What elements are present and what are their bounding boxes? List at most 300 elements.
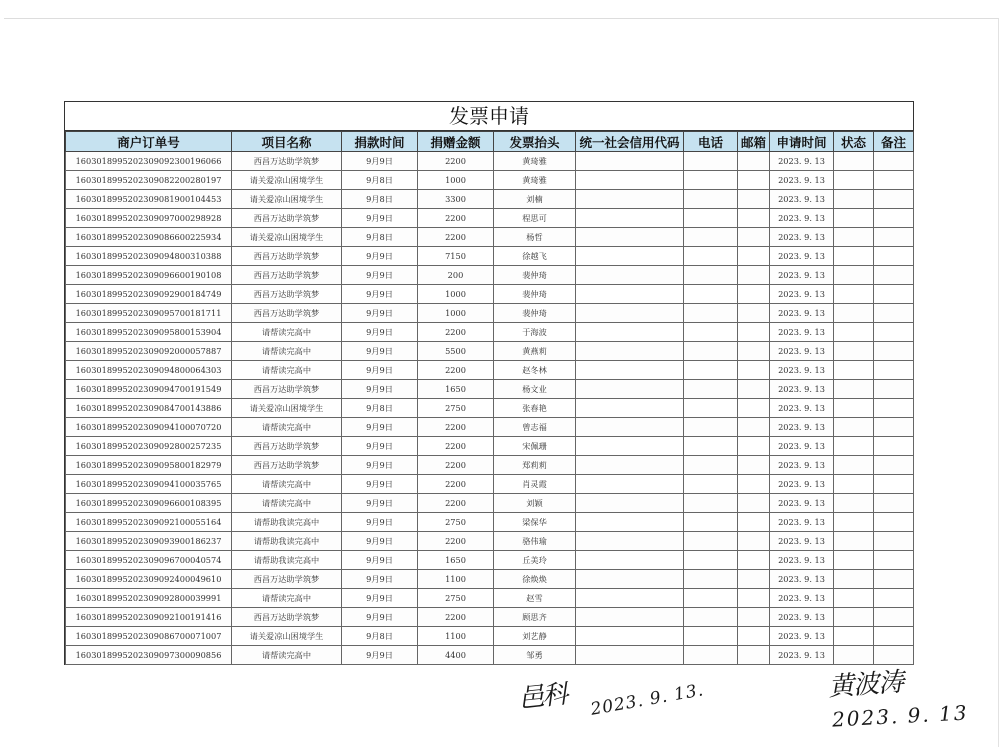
cell-phone bbox=[684, 247, 738, 266]
cell-order-no: 1603018995202309092000057887 bbox=[66, 342, 232, 361]
cell-status bbox=[834, 513, 874, 532]
cell-project-name: 请帮读完高中 bbox=[232, 342, 342, 361]
cell-email bbox=[738, 285, 770, 304]
cell-remark bbox=[874, 380, 914, 399]
cell-project-name: 西昌万达助学筑梦 bbox=[232, 380, 342, 399]
cell-invoice-title: 邹勇 bbox=[494, 646, 576, 665]
handwritten-signature-left: 邑科 bbox=[516, 679, 568, 715]
cell-phone bbox=[684, 532, 738, 551]
column-header-remark: 备注 bbox=[874, 132, 914, 152]
column-header-project-name: 项目名称 bbox=[232, 132, 342, 152]
cell-phone bbox=[684, 456, 738, 475]
cell-order-no: 1603018995202309093900186237 bbox=[66, 532, 232, 551]
cell-amount: 1000 bbox=[418, 304, 494, 323]
table-row bbox=[66, 209, 914, 228]
cell-credit-code bbox=[576, 399, 684, 418]
cell-project-name: 请帮助我读完高中 bbox=[232, 551, 342, 570]
cell-credit-code bbox=[576, 171, 684, 190]
cell-donation-date: 9月9日 bbox=[342, 209, 418, 228]
cell-amount: 2200 bbox=[418, 437, 494, 456]
cell-invoice-title: 顾思齐 bbox=[494, 608, 576, 627]
cell-status bbox=[834, 551, 874, 570]
cell-project-name: 请帮读完高中 bbox=[232, 361, 342, 380]
cell-amount: 2200 bbox=[418, 418, 494, 437]
cell-phone bbox=[684, 475, 738, 494]
cell-amount: 2750 bbox=[418, 399, 494, 418]
cell-apply-date: 2023. 9. 13 bbox=[770, 171, 834, 190]
cell-order-no: 1603018995202309086600225934 bbox=[66, 228, 232, 247]
cell-order-no: 1603018995202309094800064303 bbox=[66, 361, 232, 380]
cell-status bbox=[834, 456, 874, 475]
cell-invoice-title: 曾志福 bbox=[494, 418, 576, 437]
cell-apply-date: 2023. 9. 13 bbox=[770, 418, 834, 437]
cell-email bbox=[738, 266, 770, 285]
cell-status bbox=[834, 437, 874, 456]
cell-donation-date: 9月9日 bbox=[342, 589, 418, 608]
cell-donation-date: 9月9日 bbox=[342, 342, 418, 361]
cell-order-no: 16030189952023090923001960​66 bbox=[66, 152, 232, 171]
cell-phone bbox=[684, 418, 738, 437]
cell-donation-date: 9月8日 bbox=[342, 399, 418, 418]
cell-credit-code bbox=[576, 418, 684, 437]
cell-credit-code bbox=[576, 589, 684, 608]
cell-credit-code bbox=[576, 361, 684, 380]
cell-status bbox=[834, 361, 874, 380]
cell-email bbox=[738, 304, 770, 323]
cell-amount: 2750 bbox=[418, 513, 494, 532]
cell-email bbox=[738, 380, 770, 399]
column-header-credit-code: 统一社会信用代码 bbox=[576, 132, 684, 152]
cell-credit-code bbox=[576, 475, 684, 494]
cell-project-name: 西昌万达助学筑梦 bbox=[232, 247, 342, 266]
cell-invoice-title: 刘颖 bbox=[494, 494, 576, 513]
cell-invoice-title: 徐越飞 bbox=[494, 247, 576, 266]
cell-email bbox=[738, 323, 770, 342]
cell-status bbox=[834, 247, 874, 266]
table-header-row bbox=[66, 132, 914, 152]
cell-amount: 2200 bbox=[418, 608, 494, 627]
cell-email bbox=[738, 171, 770, 190]
cell-status bbox=[834, 646, 874, 665]
cell-remark bbox=[874, 190, 914, 209]
cell-credit-code bbox=[576, 570, 684, 589]
table-row bbox=[66, 380, 914, 399]
cell-status bbox=[834, 190, 874, 209]
table-row bbox=[66, 456, 914, 475]
cell-phone bbox=[684, 589, 738, 608]
cell-phone bbox=[684, 285, 738, 304]
cell-email bbox=[738, 475, 770, 494]
cell-order-no: 1603018995202309092400049610 bbox=[66, 570, 232, 589]
cell-order-no: 1603018995202309094700191549 bbox=[66, 380, 232, 399]
cell-email bbox=[738, 532, 770, 551]
table-row bbox=[66, 551, 914, 570]
cell-remark bbox=[874, 513, 914, 532]
cell-status bbox=[834, 380, 874, 399]
cell-amount: 2200 bbox=[418, 152, 494, 171]
cell-status bbox=[834, 418, 874, 437]
cell-invoice-title: 杨文业 bbox=[494, 380, 576, 399]
cell-credit-code bbox=[576, 513, 684, 532]
cell-apply-date: 2023. 9. 13 bbox=[770, 304, 834, 323]
table-row bbox=[66, 190, 914, 209]
cell-remark bbox=[874, 171, 914, 190]
table-row bbox=[66, 494, 914, 513]
cell-email bbox=[738, 551, 770, 570]
cell-credit-code bbox=[576, 532, 684, 551]
cell-order-no: 1603018995202309097000298928 bbox=[66, 209, 232, 228]
cell-remark bbox=[874, 608, 914, 627]
cell-apply-date: 2023. 9. 13 bbox=[770, 209, 834, 228]
cell-invoice-title: 于海波 bbox=[494, 323, 576, 342]
cell-email bbox=[738, 589, 770, 608]
handwritten-date-left: 2023. 9. 13. bbox=[589, 680, 706, 720]
cell-apply-date: 2023. 9. 13 bbox=[770, 399, 834, 418]
cell-donation-date: 9月9日 bbox=[342, 646, 418, 665]
cell-status bbox=[834, 152, 874, 171]
cell-remark bbox=[874, 342, 914, 361]
column-header-donation-date: 捐款时间 bbox=[342, 132, 418, 152]
cell-phone bbox=[684, 494, 738, 513]
cell-donation-date: 9月9日 bbox=[342, 494, 418, 513]
cell-remark bbox=[874, 475, 914, 494]
cell-remark bbox=[874, 304, 914, 323]
cell-apply-date: 2023. 9. 13 bbox=[770, 380, 834, 399]
cell-donation-date: 9月9日 bbox=[342, 323, 418, 342]
handwritten-date-right: 2023. 9. 13 bbox=[831, 700, 970, 732]
cell-invoice-title: 黄燕莉 bbox=[494, 342, 576, 361]
cell-apply-date: 2023. 9. 13 bbox=[770, 589, 834, 608]
cell-donation-date: 9月9日 bbox=[342, 513, 418, 532]
column-header-apply-date: 申请时间 bbox=[770, 132, 834, 152]
cell-apply-date: 2023. 9. 13 bbox=[770, 646, 834, 665]
invoice-request-sheet bbox=[64, 101, 914, 665]
cell-credit-code bbox=[576, 247, 684, 266]
table-body bbox=[66, 152, 914, 665]
cell-order-no: 1603018995202309084700143886 bbox=[66, 399, 232, 418]
cell-order-no: 1603018995202309092800039991 bbox=[66, 589, 232, 608]
cell-order-no: 1603018995202309092900184749 bbox=[66, 285, 232, 304]
cell-remark bbox=[874, 152, 914, 171]
cell-amount: 2200 bbox=[418, 494, 494, 513]
cell-apply-date: 2023. 9. 13 bbox=[770, 608, 834, 627]
cell-status bbox=[834, 209, 874, 228]
cell-amount: 2200 bbox=[418, 456, 494, 475]
cell-email bbox=[738, 570, 770, 589]
cell-apply-date: 2023. 9. 13 bbox=[770, 228, 834, 247]
cell-credit-code bbox=[576, 608, 684, 627]
cell-order-no: 1603018995202309082200280197 bbox=[66, 171, 232, 190]
table-row bbox=[66, 323, 914, 342]
cell-invoice-title: 骆伟瑜 bbox=[494, 532, 576, 551]
table-row bbox=[66, 532, 914, 551]
cell-phone bbox=[684, 342, 738, 361]
cell-status bbox=[834, 494, 874, 513]
cell-remark bbox=[874, 266, 914, 285]
cell-project-name: 请帮助我读完高中 bbox=[232, 513, 342, 532]
cell-project-name: 请关爱凉山困境学生 bbox=[232, 228, 342, 247]
cell-amount: 2200 bbox=[418, 361, 494, 380]
cell-project-name: 请关爱凉山困境学生 bbox=[232, 627, 342, 646]
cell-status bbox=[834, 589, 874, 608]
cell-invoice-title: 郑莉莉 bbox=[494, 456, 576, 475]
cell-project-name: 西昌万达助学筑梦 bbox=[232, 304, 342, 323]
cell-donation-date: 9月9日 bbox=[342, 456, 418, 475]
cell-credit-code bbox=[576, 342, 684, 361]
cell-phone bbox=[684, 228, 738, 247]
cell-donation-date: 9月8日 bbox=[342, 171, 418, 190]
cell-email bbox=[738, 361, 770, 380]
cell-apply-date: 2023. 9. 13 bbox=[770, 551, 834, 570]
cell-amount: 2200 bbox=[418, 532, 494, 551]
cell-phone bbox=[684, 380, 738, 399]
cell-project-name: 请帮读完高中 bbox=[232, 418, 342, 437]
table-row bbox=[66, 589, 914, 608]
cell-invoice-title: 丘美玲 bbox=[494, 551, 576, 570]
cell-order-no: 1603018995202309094100070720 bbox=[66, 418, 232, 437]
cell-project-name: 西昌万达助学筑梦 bbox=[232, 152, 342, 171]
cell-apply-date: 2023. 9. 13 bbox=[770, 437, 834, 456]
cell-project-name: 西昌万达助学筑梦 bbox=[232, 456, 342, 475]
cell-remark bbox=[874, 551, 914, 570]
cell-status bbox=[834, 475, 874, 494]
column-header-phone: 电话 bbox=[684, 132, 738, 152]
table-row bbox=[66, 399, 914, 418]
cell-donation-date: 9月9日 bbox=[342, 361, 418, 380]
cell-phone bbox=[684, 551, 738, 570]
cell-order-no: 1603018995202309096700040574 bbox=[66, 551, 232, 570]
cell-apply-date: 2023. 9. 13 bbox=[770, 494, 834, 513]
cell-credit-code bbox=[576, 494, 684, 513]
cell-invoice-title: 黄琦雅 bbox=[494, 171, 576, 190]
cell-apply-date: 2023. 9. 13 bbox=[770, 627, 834, 646]
cell-apply-date: 2023. 9. 13 bbox=[770, 190, 834, 209]
cell-invoice-title: 裴仲琦 bbox=[494, 285, 576, 304]
cell-invoice-title: 宋佩珊 bbox=[494, 437, 576, 456]
table-row bbox=[66, 608, 914, 627]
cell-status bbox=[834, 323, 874, 342]
cell-remark bbox=[874, 437, 914, 456]
cell-remark bbox=[874, 285, 914, 304]
cell-donation-date: 9月9日 bbox=[342, 532, 418, 551]
cell-amount: 2200 bbox=[418, 228, 494, 247]
cell-credit-code bbox=[576, 323, 684, 342]
cell-order-no: 1603018995202309092100055164 bbox=[66, 513, 232, 532]
cell-remark bbox=[874, 494, 914, 513]
cell-status bbox=[834, 304, 874, 323]
cell-phone bbox=[684, 608, 738, 627]
cell-apply-date: 2023. 9. 13 bbox=[770, 342, 834, 361]
cell-project-name: 西昌万达助学筑梦 bbox=[232, 209, 342, 228]
cell-phone bbox=[684, 190, 738, 209]
cell-phone bbox=[684, 437, 738, 456]
cell-order-no: 1603018995202309094100035765 bbox=[66, 475, 232, 494]
cell-invoice-title: 刘楠 bbox=[494, 190, 576, 209]
cell-invoice-title: 赵雪 bbox=[494, 589, 576, 608]
cell-apply-date: 2023. 9. 13 bbox=[770, 456, 834, 475]
cell-remark bbox=[874, 399, 914, 418]
cell-invoice-title: 裴仲琦 bbox=[494, 266, 576, 285]
cell-amount: 200 bbox=[418, 266, 494, 285]
cell-phone bbox=[684, 646, 738, 665]
cell-phone bbox=[684, 304, 738, 323]
cell-remark bbox=[874, 627, 914, 646]
cell-credit-code bbox=[576, 551, 684, 570]
table-row bbox=[66, 304, 914, 323]
cell-amount: 1000 bbox=[418, 285, 494, 304]
table-row bbox=[66, 228, 914, 247]
cell-phone bbox=[684, 171, 738, 190]
cell-donation-date: 9月9日 bbox=[342, 152, 418, 171]
cell-remark bbox=[874, 247, 914, 266]
cell-donation-date: 9月9日 bbox=[342, 247, 418, 266]
cell-phone bbox=[684, 627, 738, 646]
invoice-table bbox=[65, 131, 914, 665]
cell-order-no: 1603018995202309092100191416 bbox=[66, 608, 232, 627]
cell-credit-code bbox=[576, 646, 684, 665]
table-row bbox=[66, 171, 914, 190]
cell-donation-date: 9月9日 bbox=[342, 570, 418, 589]
cell-phone bbox=[684, 209, 738, 228]
cell-remark bbox=[874, 589, 914, 608]
cell-remark bbox=[874, 228, 914, 247]
cell-donation-date: 9月9日 bbox=[342, 285, 418, 304]
column-header-email: 邮箱 bbox=[738, 132, 770, 152]
table-row bbox=[66, 513, 914, 532]
cell-email bbox=[738, 627, 770, 646]
cell-donation-date: 9月9日 bbox=[342, 380, 418, 399]
cell-amount: 5500 bbox=[418, 342, 494, 361]
cell-credit-code bbox=[576, 456, 684, 475]
sheet-title: 发票申请 bbox=[65, 102, 913, 131]
cell-amount: 4400 bbox=[418, 646, 494, 665]
cell-apply-date: 2023. 9. 13 bbox=[770, 285, 834, 304]
table-row bbox=[66, 266, 914, 285]
cell-amount: 2200 bbox=[418, 475, 494, 494]
cell-donation-date: 9月9日 bbox=[342, 437, 418, 456]
handwritten-signature-right: 黄波涛 bbox=[827, 667, 905, 703]
cell-order-no: 1603018995202309095700181711 bbox=[66, 304, 232, 323]
cell-credit-code bbox=[576, 627, 684, 646]
cell-invoice-title: 肖灵霞 bbox=[494, 475, 576, 494]
cell-status bbox=[834, 399, 874, 418]
cell-phone bbox=[684, 323, 738, 342]
cell-invoice-title: 程思可 bbox=[494, 209, 576, 228]
cell-status bbox=[834, 228, 874, 247]
cell-invoice-title: 梁保华 bbox=[494, 513, 576, 532]
cell-credit-code bbox=[576, 266, 684, 285]
cell-order-no: 1603018995202309096600108395 bbox=[66, 494, 232, 513]
cell-status bbox=[834, 266, 874, 285]
cell-donation-date: 9月9日 bbox=[342, 475, 418, 494]
cell-apply-date: 2023. 9. 13 bbox=[770, 513, 834, 532]
cell-invoice-title: 张春艳 bbox=[494, 399, 576, 418]
cell-email bbox=[738, 418, 770, 437]
cell-order-no: 1603018995202309081900104453 bbox=[66, 190, 232, 209]
cell-project-name: 西昌万达助学筑梦 bbox=[232, 266, 342, 285]
cell-amount: 1650 bbox=[418, 380, 494, 399]
cell-donation-date: 9月8日 bbox=[342, 228, 418, 247]
cell-apply-date: 2023. 9. 13 bbox=[770, 323, 834, 342]
cell-status bbox=[834, 608, 874, 627]
cell-project-name: 请关爱凉山困境学生 bbox=[232, 171, 342, 190]
column-header-status: 状态 bbox=[834, 132, 874, 152]
cell-credit-code bbox=[576, 437, 684, 456]
cell-invoice-title: 赵冬林 bbox=[494, 361, 576, 380]
cell-apply-date: 2023. 9. 13 bbox=[770, 266, 834, 285]
cell-amount: 1650 bbox=[418, 551, 494, 570]
cell-order-no: 1603018995202309095800153904 bbox=[66, 323, 232, 342]
cell-email bbox=[738, 342, 770, 361]
cell-amount: 2200 bbox=[418, 209, 494, 228]
cell-phone bbox=[684, 513, 738, 532]
column-header-order-no: 商户订单号 bbox=[66, 132, 232, 152]
cell-status bbox=[834, 285, 874, 304]
cell-email bbox=[738, 513, 770, 532]
table-row bbox=[66, 342, 914, 361]
table-row bbox=[66, 361, 914, 380]
cell-project-name: 请关爱凉山困境学生 bbox=[232, 190, 342, 209]
cell-credit-code bbox=[576, 380, 684, 399]
table-row bbox=[66, 475, 914, 494]
cell-email bbox=[738, 209, 770, 228]
cell-credit-code bbox=[576, 152, 684, 171]
cell-amount: 2750 bbox=[418, 589, 494, 608]
cell-phone bbox=[684, 399, 738, 418]
cell-invoice-title: 徐焕焕 bbox=[494, 570, 576, 589]
cell-email bbox=[738, 456, 770, 475]
cell-invoice-title: 黄琦雅 bbox=[494, 152, 576, 171]
cell-remark bbox=[874, 418, 914, 437]
cell-order-no: 1603018995202309097300090856 bbox=[66, 646, 232, 665]
cell-project-name: 请关爱凉山困境学生 bbox=[232, 399, 342, 418]
cell-credit-code bbox=[576, 228, 684, 247]
cell-phone bbox=[684, 266, 738, 285]
cell-email bbox=[738, 190, 770, 209]
table-row bbox=[66, 285, 914, 304]
table-row bbox=[66, 152, 914, 171]
cell-apply-date: 2023. 9. 13 bbox=[770, 475, 834, 494]
table-row bbox=[66, 418, 914, 437]
cell-donation-date: 9月9日 bbox=[342, 608, 418, 627]
cell-status bbox=[834, 570, 874, 589]
cell-email bbox=[738, 399, 770, 418]
cell-apply-date: 2023. 9. 13 bbox=[770, 532, 834, 551]
cell-remark bbox=[874, 456, 914, 475]
cell-status bbox=[834, 342, 874, 361]
cell-apply-date: 2023. 9. 13 bbox=[770, 152, 834, 171]
cell-email bbox=[738, 152, 770, 171]
cell-phone bbox=[684, 570, 738, 589]
cell-project-name: 请帮助我读完高中 bbox=[232, 532, 342, 551]
cell-phone bbox=[684, 361, 738, 380]
cell-remark bbox=[874, 209, 914, 228]
cell-project-name: 西昌万达助学筑梦 bbox=[232, 570, 342, 589]
cell-project-name: 请帮读完高中 bbox=[232, 475, 342, 494]
cell-status bbox=[834, 171, 874, 190]
cell-project-name: 请帮读完高中 bbox=[232, 646, 342, 665]
cell-apply-date: 2023. 9. 13 bbox=[770, 361, 834, 380]
column-header-invoice-title: 发票抬头 bbox=[494, 132, 576, 152]
cell-credit-code bbox=[576, 209, 684, 228]
cell-phone bbox=[684, 152, 738, 171]
cell-remark bbox=[874, 361, 914, 380]
cell-email bbox=[738, 494, 770, 513]
cell-project-name: 西昌万达助学筑梦 bbox=[232, 437, 342, 456]
cell-remark bbox=[874, 323, 914, 342]
cell-amount: 2200 bbox=[418, 323, 494, 342]
cell-invoice-title: 裴仲琦 bbox=[494, 304, 576, 323]
